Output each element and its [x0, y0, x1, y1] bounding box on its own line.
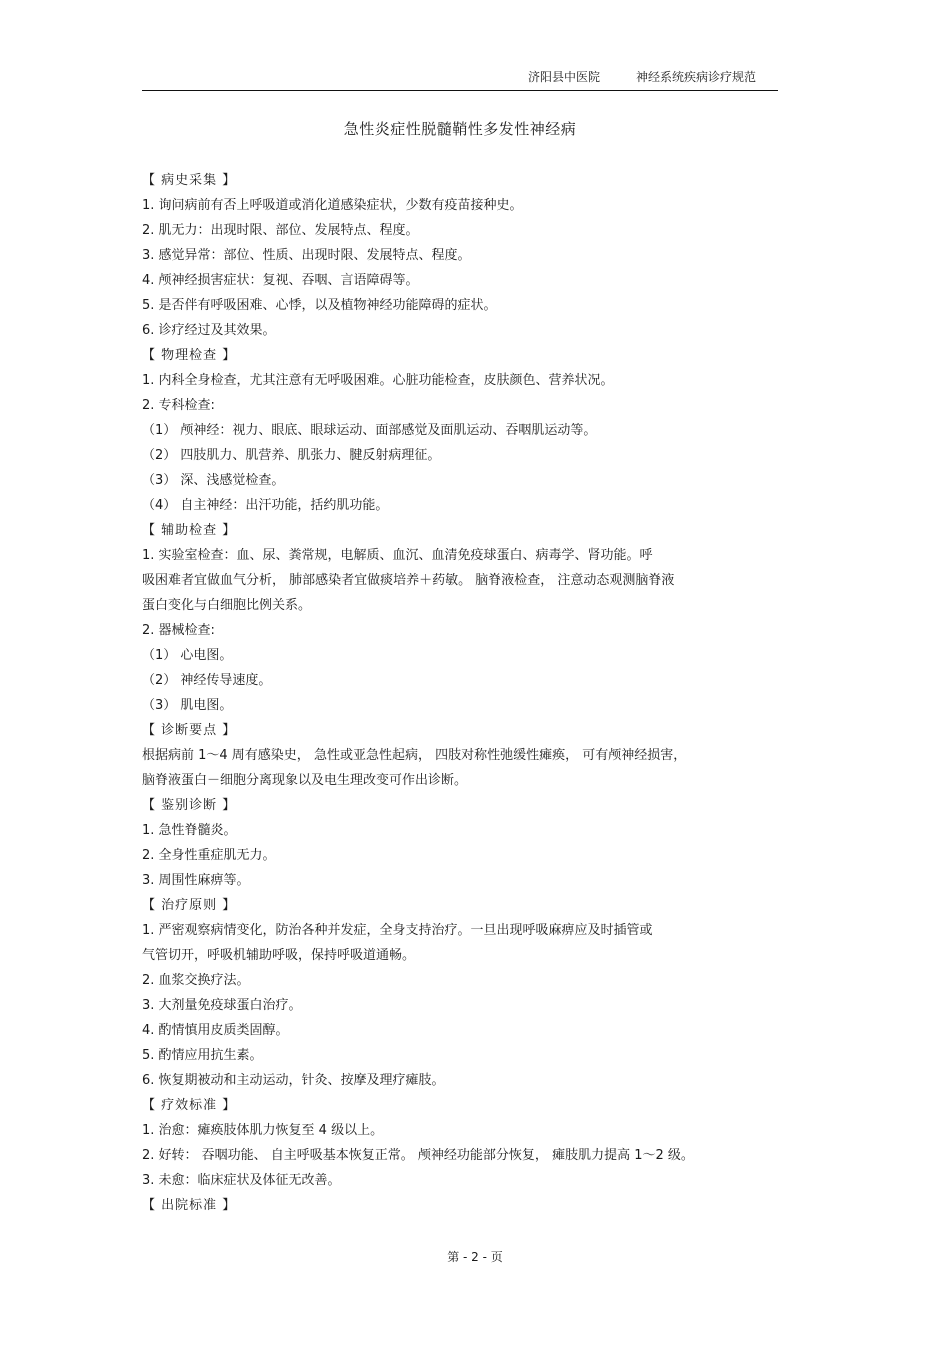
section-line: 1. 询问病前有否上呼吸道或消化道感染症状，少数有疫苗接种史。: [142, 198, 523, 213]
document-title: 急性炎症性脱髓鞘性多发性神经病: [343, 120, 577, 138]
section-line: 脑脊液蛋白－细胞分离现象以及电生理改变可作出诊断。: [142, 773, 468, 788]
section-heading: 【 辅助检查 】: [142, 523, 237, 538]
section-line: 6. 诊疗经过及其效果。: [142, 323, 276, 338]
section-line: 6. 恢复期被动和主动运动，针灸、按摩及理疗瘫肢。: [142, 1073, 445, 1088]
section-line: 4. 酌情慎用皮质类固醇。: [142, 1023, 289, 1038]
section-heading: 【 物理检查 】: [142, 348, 237, 363]
document-body: [142, 168, 822, 1218]
page-number: 第 - 2 - 页: [447, 1250, 503, 1264]
section-line: 2. 血浆交换疗法。: [142, 973, 250, 988]
section-line: 3. 大剂量免疫球蛋白治疗。: [142, 998, 302, 1013]
section-line: 2. 专科检查:: [142, 398, 215, 413]
section-line: 1. 急性脊髓炎。: [142, 823, 237, 838]
section-line: 1. 实验室检查：血、尿、粪常规，电解质、血沉、血清免疫球蛋白、病毒学、肾功能。呼: [142, 548, 653, 563]
section-line: （4） 自主神经：出汗功能，括约肌功能。: [142, 498, 389, 513]
section-line: （2） 神经传导速度。: [142, 673, 272, 688]
section-heading: 【 病史采集 】: [142, 173, 237, 188]
section-line: （1） 心电图。: [142, 648, 233, 663]
section-line: 1. 治愈：瘫痪肢体肌力恢复至 4 级以上。: [142, 1123, 384, 1138]
section-line: 1. 严密观察病情变化，防治各种并发症，全身支持治疗。一旦出现呼吸麻痹应及时插管或: [142, 923, 653, 938]
section-line: 4. 颅神经损害症状：复视、吞咽、言语障碍等。: [142, 273, 419, 288]
section-line: （3） 深、浅感觉检查。: [142, 473, 285, 488]
section-line: 2. 全身性重症肌无力。: [142, 848, 276, 863]
section-line: 1. 内科全身检查，尤其注意有无呼吸困难。心脏功能检查，皮肤颜色、营养状况。: [142, 373, 614, 388]
section-line: 5. 是否伴有呼吸困难、心悸，以及植物神经功能障碍的症状。: [142, 298, 497, 313]
section-line: （2） 四肢肌力、肌营养、肌张力、腱反射病理征。: [142, 448, 441, 463]
section-heading: 【 治疗原则 】: [142, 898, 237, 913]
section-heading: 【 诊断要点 】: [142, 723, 237, 738]
section-line: 蛋白变化与白细胞比例关系。: [142, 598, 312, 613]
section-heading: 【 疗效标准 】: [142, 1098, 237, 1113]
section-line: 2. 好转： 吞咽功能、 自主呼吸基本恢复正常。 颅神经功能部分恢复， 瘫肢肌力提高 1～2 级。: [142, 1148, 694, 1163]
section-heading: 【 出院标准 】: [142, 1198, 237, 1213]
section-line: 3. 未愈：临床症状及体征无改善。: [142, 1173, 341, 1188]
section-line: 吸困难者宜做血气分析， 肺部感染者宜做痰培养＋药敏。 脑脊液检查， 注意动态观测脑脊液: [142, 573, 675, 588]
section-line: 2. 器械检查:: [142, 623, 215, 638]
section-line: 根据病前 1～4 周有感染史， 急性或亚急性起病， 四肢对称性弛缓性瘫痪， 可有颅神经损害，: [142, 748, 687, 763]
header-series-title: 神经系统疾病诊疗规范: [636, 70, 757, 84]
section-line: （3） 肌电图。: [142, 698, 233, 713]
section-heading: 【 鉴别诊断 】: [142, 798, 237, 813]
page-header: [142, 66, 778, 91]
section-line: 气管切开，呼吸机辅助呼吸，保持呼吸道通畅。: [142, 948, 416, 963]
section-line: 3. 周围性麻痹等。: [142, 873, 250, 888]
section-line: （1） 颅神经：视力、眼底、眼球运动、面部感觉及面肌运动、吞咽肌运动等。: [142, 423, 597, 438]
section-line: 5. 酌情应用抗生素。: [142, 1048, 263, 1063]
section-line: 2. 肌无力：出现时限、部位、发展特点、程度。: [142, 223, 419, 238]
header-hospital: 济阳县中医院: [528, 70, 601, 84]
section-line: 3. 感觉异常：部位、性质、出现时限、发展特点、程度。: [142, 248, 471, 263]
